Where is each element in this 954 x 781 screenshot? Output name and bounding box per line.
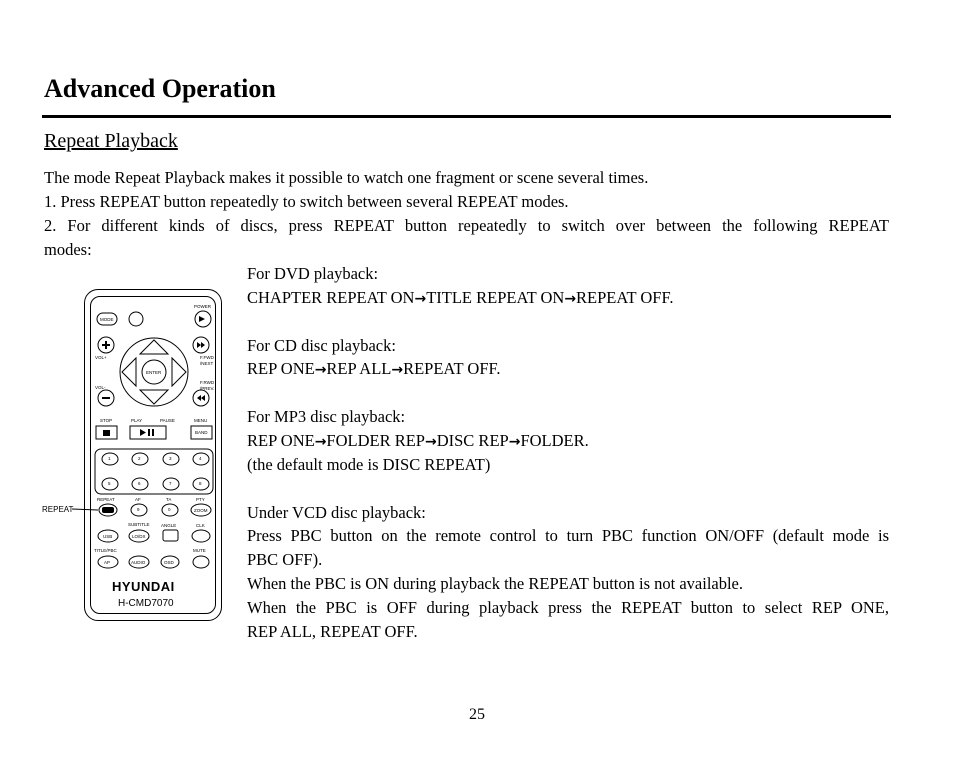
intro-paragraph: The mode Repeat Playback makes it possible to watch one fragment or scene several times. <box>44 168 649 187</box>
remote-label-audio: AUDIO <box>131 560 146 565</box>
vcd-line-2: PBC OFF). <box>247 550 323 569</box>
remote-label-stop: STOP <box>100 418 113 423</box>
remote-label-ta: TA <box>166 497 172 502</box>
dpad-right <box>172 358 186 386</box>
arrow-icon: → <box>414 291 427 307</box>
vcd-line-5: REP ALL, REPEAT OFF. <box>247 622 418 641</box>
remote-brand-logo: HYUNDAI <box>112 579 175 594</box>
dpad-down <box>140 390 168 404</box>
digit-5: 5 <box>108 481 111 486</box>
remote-label-enter: ENTER <box>146 370 162 375</box>
digit-6: 6 <box>138 481 141 486</box>
remote-label-menu: MENU <box>194 418 208 423</box>
repeat-callout-label: REPEAT <box>42 505 74 514</box>
arrow-icon: → <box>424 434 437 450</box>
remote-label-title-pbc: TITLE/PBC <box>94 548 117 553</box>
step-1: 1. Press REPEAT button repeatedly to switch between several REPEAT modes. <box>44 192 569 211</box>
remote-label-vol-plus: VOL+ <box>95 355 107 360</box>
remote-label-ffwd: F.FWD <box>200 355 214 360</box>
digit-0: 0 <box>168 507 171 512</box>
remote-label-mode: MODE <box>100 317 114 322</box>
page-title: Advanced Operation <box>44 74 276 103</box>
remote-label-play: PLAY <box>131 418 143 423</box>
remote-label-pty: PTY <box>196 497 205 502</box>
remote-label-subtitle: SUBTITLE <box>128 522 150 527</box>
arrow-icon: → <box>314 362 327 378</box>
remote-label-zoom: ZOOM <box>194 508 208 513</box>
remote-label-prev: /PREV. <box>200 386 215 391</box>
digit-8: 8 <box>199 481 202 486</box>
cd-modes: REP ONE→REP ALL→REPEAT OFF. <box>247 359 501 378</box>
dpad-left <box>122 358 136 386</box>
vcd-heading: Under VCD disc playback: <box>247 503 426 522</box>
number-pad-frame <box>95 449 213 494</box>
mp3-note: (the default mode is DISC REPEAT) <box>247 455 491 474</box>
remote-label-lo: LO/DX <box>132 534 146 539</box>
dvd-heading: For DVD playback: <box>247 264 379 283</box>
step-2-line-2: modes: <box>44 240 92 259</box>
remote-label-ap: AP <box>104 560 111 565</box>
remote-label-af: AF <box>135 497 141 502</box>
remote-label-power: POWER <box>194 304 212 309</box>
mp3-modes: REP ONE→FOLDER REP→DISC REP→FOLDER. <box>247 431 589 450</box>
remote-label-repeat: REPEAT <box>97 497 115 502</box>
cd-heading: For CD disc playback: <box>247 336 396 355</box>
remote-label-mute: MUTE <box>193 548 206 553</box>
remote-label-vol-minus: VOL- <box>95 385 106 390</box>
dvd-modes: CHAPTER REPEAT ON→TITLE REPEAT ON→REPEAT OFF. <box>247 288 674 307</box>
digit-4: 4 <box>199 456 202 461</box>
arrow-icon: → <box>564 291 577 307</box>
arrow-icon: → <box>391 362 404 378</box>
vcd-line-3: When the PBC is ON during playback the REPEAT button is not available. <box>247 574 744 593</box>
mp3-heading: For MP3 disc playback: <box>247 407 406 426</box>
remote-label-next: /NEXT <box>200 361 214 366</box>
section-title: Repeat Playback <box>44 130 178 152</box>
remote-label-band: BAND <box>195 430 208 435</box>
vcd-line-4: When the PBC is OFF during playback press the REPEAT button to select REP ONE, <box>247 598 889 617</box>
digit-3: 3 <box>169 456 172 461</box>
remote-label-usb: USB <box>103 534 113 539</box>
page-number: 25 <box>469 706 485 723</box>
arrow-icon: → <box>508 434 521 450</box>
remote-label-clk: CLK <box>196 523 205 528</box>
arrow-icon: → <box>314 434 327 450</box>
remote-label-angle: ANGLE <box>161 523 177 528</box>
remote-label-frwd: F.RWD <box>200 380 215 385</box>
remote-label-osd: OSD <box>164 560 174 565</box>
digit-1: 1 <box>108 456 111 461</box>
digit-2: 2 <box>138 456 141 461</box>
step-2-line-1: 2. For different kinds of discs, press REPEAT button repeatedly to switch over between the following REPEAT <box>44 216 889 235</box>
sd-button <box>129 312 143 326</box>
digit-7: 7 <box>169 481 172 486</box>
remote-model: H-CMD7070 <box>118 598 174 609</box>
digit-9: 9 <box>137 507 140 512</box>
vcd-line-1: Press PBC button on the remote control to turn PBC function ON/OFF (default mode is <box>247 526 889 545</box>
repeat-callout-line <box>72 509 98 510</box>
remote-label-pause: PAUSE <box>160 418 175 423</box>
dpad-up <box>140 340 168 354</box>
